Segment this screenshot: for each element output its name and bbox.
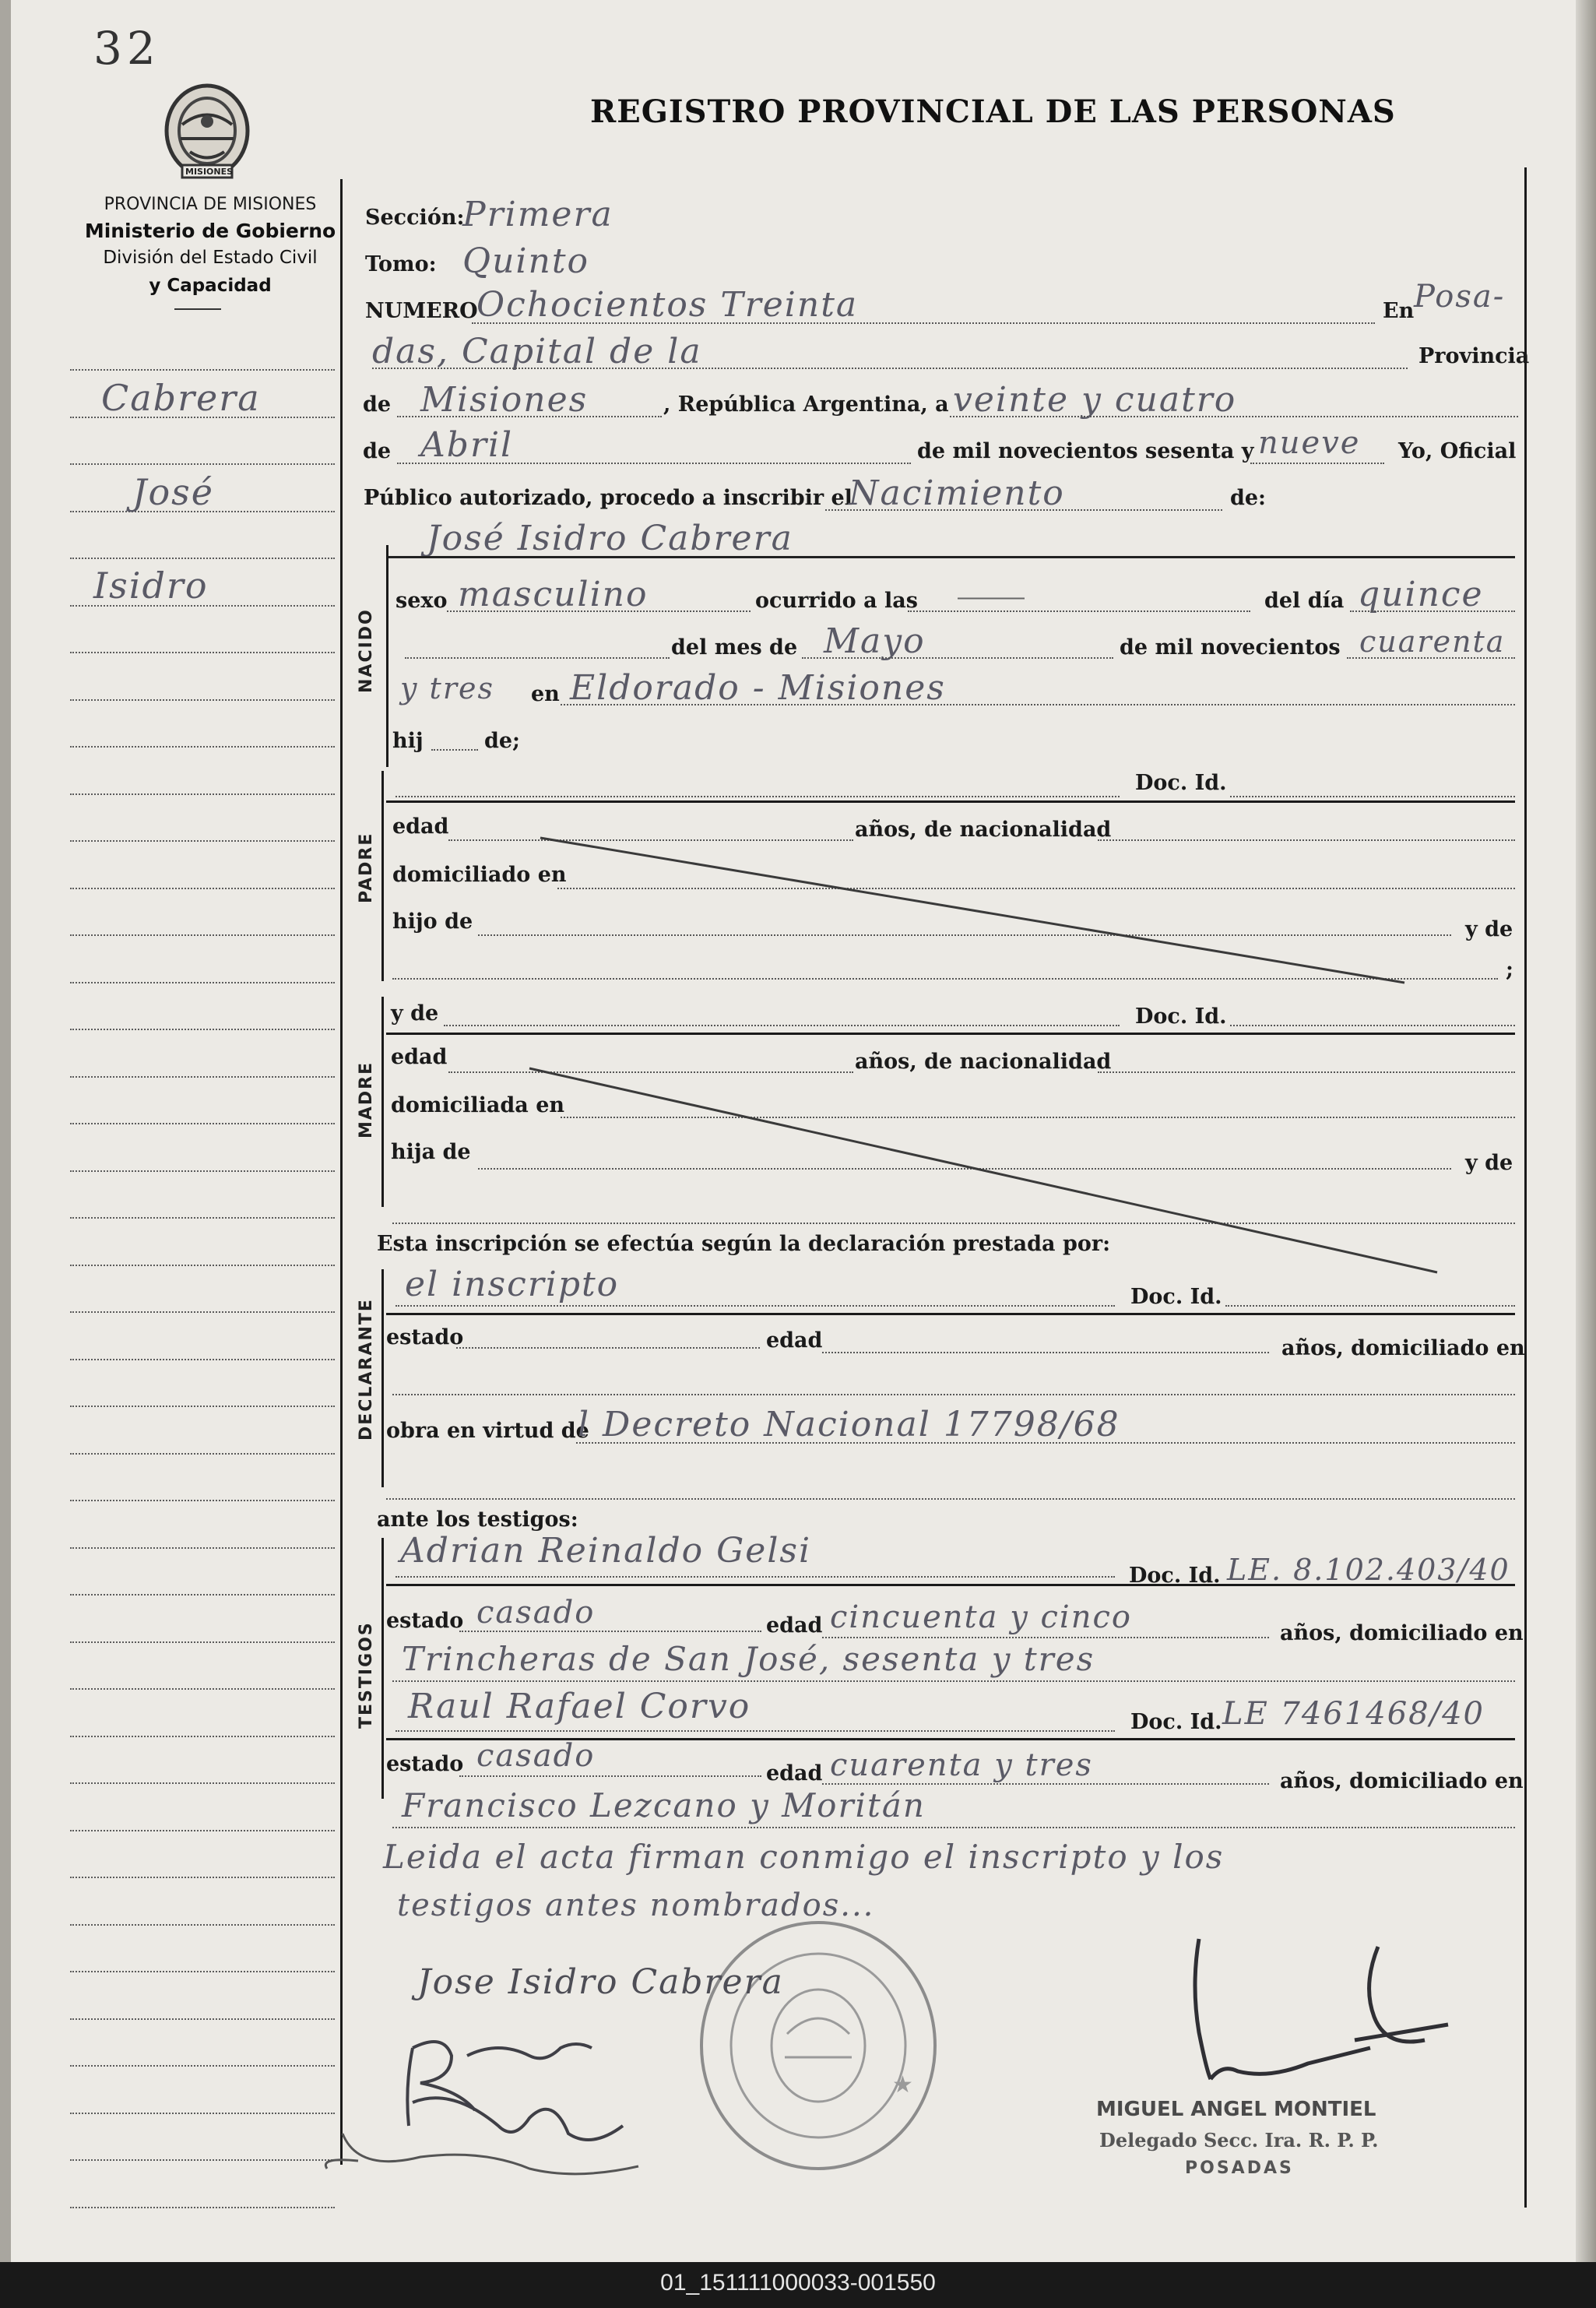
localidad-value: das, Capital de la: [372, 332, 702, 371]
document-title: REGISTRO PROVINCIAL DE LAS PERSONAS: [590, 93, 1396, 130]
margin-name-2: Isidro: [93, 565, 209, 607]
madre-edad-label: edad: [391, 1045, 448, 1069]
inscripto-nombre-value: José Isidro Cabrera: [427, 519, 793, 558]
margin-ruled-line: [70, 558, 335, 559]
testigo1-nombre-value: Adrian Reinaldo Gelsi: [400, 1531, 812, 1571]
testigo2-edad-label: edad: [766, 1761, 823, 1786]
margin-ruled-line: [70, 1265, 335, 1266]
org-divider: [174, 308, 221, 310]
margin-ruled-line: [70, 2207, 335, 2208]
testigo2-dom-label: años, domiciliado en: [1280, 1769, 1524, 1793]
sexo-label: sexo: [395, 589, 448, 613]
margin-ruled-line: [70, 369, 335, 371]
org-line-4: y Capacidad: [149, 276, 272, 296]
testigos-bracket: [381, 1538, 384, 1799]
margin-ruled-line: [70, 1971, 335, 1972]
form-right-border: [1524, 167, 1527, 2208]
margin-ruled-line: [70, 1500, 335, 1501]
oficial-label: Yo, Oficial: [1398, 439, 1517, 463]
madre-doc-label: Doc. Id.: [1135, 1004, 1227, 1029]
en-value: Posa-: [1414, 279, 1506, 315]
margin-ruled-line: [70, 2065, 335, 2067]
margin-ruled-line: [70, 1641, 335, 1643]
testigo1-doc-value: LE. 8.102.403/40: [1227, 1553, 1510, 1587]
margin-ruled-line: [70, 746, 335, 748]
testigo2-edad-value: cuarenta y tres: [830, 1747, 1093, 1783]
margin-ruled-line: [70, 1406, 335, 1407]
padre-yde-label: y de: [1465, 917, 1513, 941]
closing-line-2: testigos antes nombrados...: [397, 1888, 875, 1923]
hijo-de-label: de;: [484, 729, 521, 753]
margin-surname: Cabrera: [101, 377, 261, 419]
padre-bracket: [381, 771, 384, 981]
en-nac-label: en: [531, 682, 560, 706]
sexo-value: masculino: [458, 575, 649, 614]
org-line-2: Ministerio de Gobierno: [84, 220, 336, 242]
margin-ruled-line: [70, 888, 335, 889]
org-line-1: PROVINCIA DE MISIONES: [104, 195, 317, 214]
margin-ruled-line: [70, 1311, 335, 1313]
madre-section-label: MADRE: [357, 1061, 376, 1138]
form-left-border: [340, 179, 343, 2165]
margin-ruled-line: [70, 1076, 335, 1078]
margin-ruled-line: [70, 1029, 335, 1030]
madre-hija-label: hija de: [391, 1140, 471, 1164]
testigo1-estado-value: casado: [476, 1595, 596, 1631]
de-label: de: [363, 392, 392, 417]
margin-ruled-line: [70, 463, 335, 465]
page-edge: [1576, 0, 1596, 2262]
testigo1-dom-label: años, domiciliado en: [1280, 1621, 1524, 1645]
official-title: Delegado Secc. Ira. R. P. P.: [1099, 2129, 1379, 2151]
declarante-section-label: DECLARANTE: [357, 1298, 376, 1441]
margin-ruled-line: [70, 982, 335, 983]
madre-bracket: [381, 997, 384, 1207]
dia-nac-value: quince: [1358, 575, 1484, 614]
padre-doc-label: Doc. Id.: [1135, 771, 1227, 795]
margin-ruled-line: [70, 2113, 335, 2114]
padre-edad-label: edad: [392, 814, 449, 839]
obra-value: l Decreto Nacional 17798/68: [578, 1405, 1120, 1444]
testigo2-estado-label: estado: [386, 1752, 464, 1776]
witness-signatures: [296, 1993, 701, 2180]
testigo1-doc-label: Doc. Id.: [1129, 1564, 1221, 1588]
page-number: 32: [93, 22, 160, 75]
margin-ruled-line: [70, 934, 335, 936]
padre-dom-label: domiciliado en: [392, 863, 567, 887]
dia-label: del día: [1264, 589, 1345, 613]
testigo1-edad-value: cincuenta y cinco: [830, 1599, 1132, 1635]
margin-ruled-line: [70, 1877, 335, 1878]
svg-text:★: ★: [892, 2071, 913, 2099]
official-place: POSADAS: [1185, 2158, 1294, 2178]
testigo2-doc-label: Doc. Id.: [1130, 1710, 1222, 1734]
margin-ruled-line: [70, 1736, 335, 1737]
official-name: MIGUEL ANGEL MONTIEL: [1096, 2098, 1376, 2121]
obra-label: obra en virtud de: [386, 1419, 589, 1443]
en-label: En: [1383, 299, 1415, 323]
republica-label: , República Argentina, a: [663, 392, 949, 417]
margin-ruled-line: [70, 652, 335, 653]
margin-ruled-line: [70, 1453, 335, 1455]
margin-ruled-line: [70, 1688, 335, 1690]
anio-nac-label: de mil novecientos: [1120, 635, 1341, 660]
padre-section-label: PADRE: [357, 832, 376, 903]
declarante-nombre-value: el inscripto: [405, 1265, 620, 1304]
fecha-dia-value: veinte y cuatro: [953, 380, 1237, 420]
declarante-estado-label: estado: [386, 1325, 464, 1349]
margin-ruled-line: [70, 1782, 335, 1784]
testigo1-dom-value: Trincheras de San José, sesenta y tres: [402, 1640, 1095, 1678]
madre-yde-top-label: y de: [391, 1001, 439, 1026]
numero-label: NUMERO: [365, 299, 478, 323]
madre-dom-label: domiciliada en: [391, 1093, 565, 1117]
binding-edge: [0, 0, 11, 2262]
margin-ruled-line: [70, 840, 335, 842]
margin-ruled-line: [70, 2018, 335, 2020]
anio-nac-value: cuarenta: [1359, 624, 1506, 659]
seccion-label: Sección:: [365, 206, 465, 230]
stamp-seal-icon: [690, 1917, 947, 2174]
hijo-label: hij: [392, 729, 424, 753]
ocurrido-label: ocurrido a las: [755, 589, 918, 613]
declarante-bracket: [381, 1269, 384, 1487]
margin-ruled-line: [70, 1547, 335, 1549]
nacido-section-label: NACIDO: [357, 608, 376, 693]
fecha-mes-value: Abril: [420, 425, 514, 465]
footer-filename: 01_151111000033-001550: [660, 2270, 936, 2296]
testigo1-estado-label: estado: [386, 1609, 464, 1633]
acto-value: Nacimiento: [849, 473, 1065, 513]
official-stamp: [690, 1917, 947, 2174]
margin-name-1: José: [132, 471, 214, 513]
mes-label: del mes de: [671, 635, 798, 660]
testigos-intro: ante los testigos:: [377, 1508, 578, 1532]
official-signature: [1168, 1923, 1456, 2110]
padre-semicolon: ;: [1506, 958, 1513, 982]
madre-yde-label: y de: [1465, 1151, 1513, 1175]
margin-ruled-line: [70, 2159, 335, 2161]
margin-ruled-line: [70, 1594, 335, 1596]
signature-inscripto: Jose Isidro Cabrera: [417, 1962, 784, 2002]
testigo2-doc-value: LE 7461468/40: [1222, 1696, 1485, 1732]
margin-ruled-line: [70, 1217, 335, 1219]
padre-hijo-label: hijo de: [392, 909, 473, 934]
testigo2-estado-value: casado: [476, 1738, 596, 1774]
seccion-value: Primera: [462, 195, 613, 234]
seal-label: MISIONES: [185, 167, 234, 177]
org-line-3: División del Estado Civil: [103, 248, 318, 268]
padre-nac-label: años, de nacionalidad: [855, 818, 1112, 842]
margin-ruled-line: [70, 1170, 335, 1172]
closing-line-1: Leida el acta firman conmigo el inscripto y los: [383, 1838, 1225, 1876]
mes-nac-value: Mayo: [824, 621, 926, 661]
de2-label: de: [363, 439, 392, 463]
declarante-edad-label: edad: [766, 1328, 823, 1353]
testigos-section-label: TESTIGOS: [357, 1621, 376, 1729]
testigo2-dom-value: Francisco Lezcano y Moritán: [402, 1786, 926, 1824]
margin-ruled-line: [70, 699, 335, 701]
declaracion-intro: Esta inscripción se efectúa según la declaración prestada por:: [377, 1232, 1111, 1256]
de3-label: de:: [1230, 486, 1267, 510]
margin-ruled-line: [70, 793, 335, 795]
declarante-dom-label: años, domiciliado en: [1281, 1336, 1525, 1360]
declarante-doc-label: Doc. Id.: [1130, 1285, 1222, 1309]
anio-nac-value-2: y tres: [400, 671, 494, 705]
tomo-value: Quinto: [462, 241, 589, 281]
margin-ruled-line: [70, 1123, 335, 1124]
margin-ruled-line: [70, 1359, 335, 1360]
numero-value: Ochocientos Treinta: [476, 285, 859, 325]
lugar-nac-value: Eldorado - Misiones: [570, 668, 946, 708]
margin-ruled-line: [70, 1924, 335, 1926]
anio-label: de mil novecientos sesenta y: [917, 439, 1254, 463]
padre-cancel-line: [537, 833, 1409, 989]
provincia-label: Provincia: [1418, 344, 1530, 368]
fecha-anio-value: nueve: [1258, 425, 1361, 461]
tomo-label: Tomo:: [365, 252, 437, 276]
testigo1-edad-label: edad: [766, 1613, 823, 1638]
testigo2-nombre-value: Raul Rafael Corvo: [408, 1687, 751, 1726]
provincial-seal: [159, 78, 255, 185]
publico-label: Público autorizado, procedo a inscribir el: [364, 486, 852, 510]
nacido-bracket: [386, 545, 388, 767]
madre-nac-label: años, de nacionalidad: [855, 1050, 1112, 1074]
provincia-value: Misiones: [420, 380, 589, 420]
margin-ruled-line: [70, 1830, 335, 1831]
hora-value: ———: [958, 584, 1023, 610]
